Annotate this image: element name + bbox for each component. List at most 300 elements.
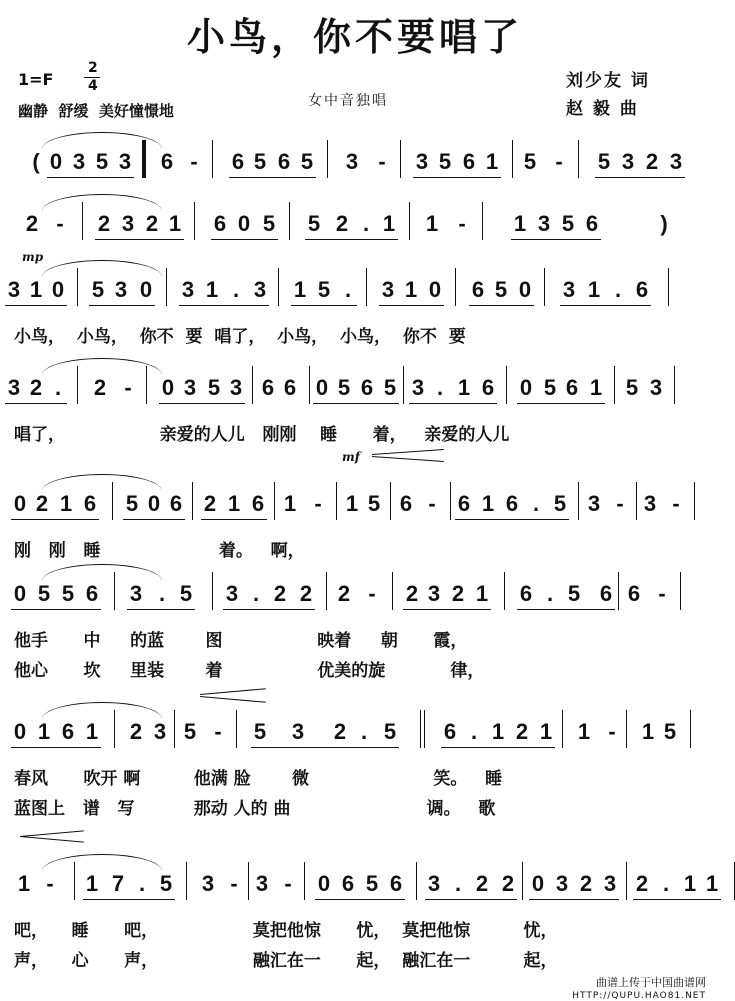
note: 6	[277, 149, 291, 174]
bar-line	[674, 366, 675, 404]
note: 1	[491, 719, 505, 744]
note: 3	[72, 149, 86, 174]
note: 3	[415, 149, 429, 174]
note: 1	[589, 375, 603, 400]
note: 5	[365, 871, 379, 896]
augmentation-dot: .	[436, 375, 444, 400]
bar-line	[186, 862, 187, 900]
augmentation-dot: .	[138, 871, 146, 896]
note: 3	[253, 277, 267, 302]
note: 5	[567, 581, 581, 606]
bar-line	[403, 366, 404, 404]
note: 1	[59, 491, 73, 516]
crescendo-hairpin-lower	[200, 696, 266, 703]
beam-underline	[517, 609, 615, 610]
note: 1	[227, 491, 241, 516]
lyrics-verse-1: 他手 中 的蓝 图 映着 朝 霞，	[14, 631, 468, 651]
note: 0	[531, 871, 545, 896]
note-row	[7, 277, 690, 314]
note: 2	[299, 581, 313, 606]
note: 1	[29, 277, 43, 302]
note: 1	[37, 719, 51, 744]
note: 5	[663, 719, 677, 744]
note: 0	[518, 277, 532, 302]
lyricist-credit: 刘少友 词	[566, 71, 650, 91]
beam-underline	[229, 177, 316, 178]
note: 6	[341, 871, 355, 896]
augmentation-dot: .	[54, 375, 62, 400]
note-extension: -	[46, 871, 54, 896]
augmentation-dot: .	[252, 581, 260, 606]
note: 6	[505, 491, 519, 516]
augmentation-dot: .	[158, 581, 166, 606]
note: 5	[438, 149, 452, 174]
beam-underline	[159, 403, 245, 404]
note: 5	[253, 719, 267, 744]
note: 5	[207, 375, 221, 400]
beam-underline	[95, 239, 184, 240]
note: 2	[35, 491, 49, 516]
note: 6	[443, 719, 457, 744]
augmentation-dot: .	[470, 719, 478, 744]
slur-mark	[42, 194, 162, 211]
note: 1	[475, 581, 489, 606]
note: 2	[97, 211, 111, 236]
note: 1	[85, 719, 99, 744]
note: 1	[683, 871, 697, 896]
beam-underline	[11, 609, 101, 610]
note: 2	[405, 581, 419, 606]
slur-mark	[42, 358, 162, 375]
slur-mark	[42, 260, 162, 277]
note-extension: -	[458, 211, 466, 236]
bar-line	[455, 268, 456, 306]
note: 0	[13, 491, 27, 516]
note: 2	[645, 149, 659, 174]
bar-line	[278, 268, 279, 306]
note-extension: -	[284, 871, 292, 896]
note: 1	[283, 491, 297, 516]
beam-underline	[5, 403, 67, 404]
bar-line	[409, 202, 410, 240]
note: 0	[315, 375, 329, 400]
note: 5	[625, 375, 639, 400]
note: 3	[7, 375, 21, 400]
note: 5	[37, 581, 51, 606]
bar-line	[420, 710, 421, 748]
bar-line	[626, 862, 627, 900]
beam-underline	[560, 305, 651, 306]
crescendo-hairpin-lower	[372, 456, 444, 462]
augmentation-dot: .	[546, 581, 554, 606]
note: 2	[29, 375, 43, 400]
beam-underline	[11, 747, 101, 748]
augmentation-dot: .	[532, 491, 540, 516]
note: 3	[427, 581, 441, 606]
bar-line	[248, 862, 249, 900]
note: 3	[181, 277, 195, 302]
note: 3	[345, 149, 359, 174]
beam-underline	[441, 747, 555, 748]
note: 6	[360, 375, 374, 400]
note: 3	[649, 375, 663, 400]
note: 6	[251, 491, 265, 516]
note: 1	[85, 871, 99, 896]
note: 1	[404, 277, 418, 302]
note: 2	[515, 719, 529, 744]
note-extension: -	[672, 491, 680, 516]
augmentation-dot: .	[614, 277, 622, 302]
bar-line	[690, 710, 691, 748]
lyrics-verse-2: 声， 心 声， 融汇在一 起， 融汇在一 起，	[14, 951, 558, 971]
note: 6	[457, 491, 471, 516]
note: 3	[603, 871, 617, 896]
beam-underline	[89, 305, 155, 306]
note: 6	[399, 491, 413, 516]
beam-underline	[469, 305, 534, 306]
note: 3	[229, 375, 243, 400]
bar-line	[506, 366, 507, 404]
bar-line	[166, 268, 167, 306]
key-signature: 1=F	[18, 70, 54, 89]
note: 0	[51, 277, 65, 302]
note: 1	[587, 277, 601, 302]
beam-underline	[529, 899, 619, 900]
time-numerator: 2	[88, 60, 98, 76]
note: 5	[383, 719, 397, 744]
note: 2	[203, 491, 217, 516]
note: 0	[519, 375, 533, 400]
note: 1	[457, 375, 471, 400]
note: 1	[513, 211, 527, 236]
beam-underline	[425, 899, 517, 900]
bar-line	[694, 482, 695, 520]
note: 6	[481, 375, 495, 400]
beam-underline	[633, 899, 721, 900]
note-row	[7, 375, 690, 412]
note: 6	[635, 277, 649, 302]
note: 5	[553, 491, 567, 516]
beam-underline	[127, 609, 195, 610]
note: 1	[205, 277, 219, 302]
note: 6	[389, 871, 403, 896]
note: 3	[114, 277, 128, 302]
beam-underline	[517, 403, 605, 404]
note: 6	[283, 375, 297, 400]
note: 5	[317, 277, 331, 302]
augmentation-dot: .	[344, 277, 352, 302]
beam-underline	[511, 239, 601, 240]
note: 3	[381, 277, 395, 302]
lyrics-verse-1: 小鸟， 小鸟， 你不 要 唱了， 小鸟， 小鸟， 你不 要	[14, 327, 466, 347]
note-extension: -	[214, 719, 222, 744]
beam-underline	[11, 519, 99, 520]
beam-underline	[179, 305, 269, 306]
note: 5	[597, 149, 611, 174]
note: 6	[599, 581, 613, 606]
note-extension: -	[378, 149, 386, 174]
note: 1	[382, 211, 396, 236]
note: 1	[641, 719, 655, 744]
note: 3	[562, 277, 576, 302]
note-extension: -	[56, 211, 64, 236]
bar-line	[614, 366, 615, 404]
bar-line	[304, 862, 305, 900]
note: 5	[61, 581, 75, 606]
beam-underline	[379, 305, 444, 306]
bar-line	[562, 710, 563, 748]
note-row	[13, 491, 690, 528]
note: 2	[145, 211, 159, 236]
beam-underline	[315, 899, 405, 900]
note-extension: -	[616, 491, 624, 516]
note: 0	[147, 491, 161, 516]
bar-line	[512, 140, 513, 178]
note-row	[13, 581, 690, 618]
performance-note: 女中音独唱	[308, 93, 388, 109]
augmentation-dot: .	[362, 211, 370, 236]
song-title: 小鸟，你不要唱了	[186, 15, 523, 59]
note: 6	[169, 491, 183, 516]
bar-line	[450, 482, 451, 520]
bar-line	[626, 710, 627, 748]
bar-line	[390, 482, 391, 520]
note: 5	[179, 581, 193, 606]
bar-line	[309, 366, 310, 404]
note: (	[32, 149, 40, 174]
note-extension: -	[658, 581, 666, 606]
note: 6	[627, 581, 641, 606]
note: 2	[337, 581, 351, 606]
augmentation-dot: .	[232, 277, 240, 302]
bar-line	[326, 572, 327, 610]
note: 6	[83, 491, 97, 516]
bar-line	[392, 572, 393, 610]
note-row	[17, 871, 719, 908]
note: 6	[160, 149, 174, 174]
footer-source: 曲谱上传于中国曲谱网	[596, 976, 706, 989]
note-extension: -	[190, 149, 198, 174]
note: 1	[481, 491, 495, 516]
bar-line	[482, 202, 483, 240]
beam-underline	[409, 403, 497, 404]
beam-underline	[403, 609, 491, 610]
bar-line	[522, 862, 523, 900]
note: 2	[273, 581, 287, 606]
note: 3	[255, 871, 269, 896]
note-row	[22, 150, 690, 186]
note: 6	[471, 277, 485, 302]
note: 5	[561, 211, 575, 236]
slur-mark	[42, 564, 162, 581]
note: 3	[121, 211, 135, 236]
beam-underline	[455, 519, 569, 520]
note: 3	[537, 211, 551, 236]
note: 6	[261, 375, 275, 400]
bar-line	[192, 482, 193, 520]
note: 3	[183, 375, 197, 400]
beam-underline	[291, 305, 357, 306]
bar-line	[680, 572, 681, 610]
note: 3	[129, 581, 143, 606]
note: 2	[579, 871, 593, 896]
note: 5	[253, 149, 267, 174]
note: 3	[669, 149, 683, 174]
note: 2	[635, 871, 649, 896]
note-extension: -	[368, 581, 376, 606]
note: 1	[577, 719, 591, 744]
note: 3	[225, 581, 239, 606]
bar-line	[578, 482, 579, 520]
beam-underline	[5, 305, 67, 306]
beam-underline	[211, 239, 278, 240]
note: 6	[85, 581, 99, 606]
note: 5	[367, 491, 381, 516]
note-extension: -	[608, 719, 616, 744]
beam-underline	[305, 239, 398, 240]
note: 0	[13, 581, 27, 606]
beam-underline	[313, 403, 399, 404]
note-row	[22, 212, 690, 248]
note: 6	[231, 149, 245, 174]
lyrics-verse-2: 他心 坎 里装 着 优美的旋 律，	[14, 661, 485, 681]
composer-credit: 赵 毅 曲	[566, 99, 639, 119]
lyrics-verse-1: 刚 刚 睡 着。 啊，	[14, 541, 305, 561]
note: 2	[451, 581, 465, 606]
beam-underline	[595, 177, 685, 178]
note: 2	[501, 871, 515, 896]
note: 1	[293, 277, 307, 302]
note: 5	[307, 211, 321, 236]
note: 5	[183, 719, 197, 744]
note: 1	[425, 211, 439, 236]
note: 5	[125, 491, 139, 516]
beam-underline	[47, 177, 134, 178]
note-extension: -	[555, 149, 563, 174]
note: 5	[262, 211, 276, 236]
note: 5	[91, 277, 105, 302]
bar-line	[274, 482, 275, 520]
note: 6	[585, 211, 599, 236]
note: 5	[523, 149, 537, 174]
augmentation-dot: .	[360, 719, 368, 744]
note: 1	[705, 871, 719, 896]
note: 6	[519, 581, 533, 606]
note-extension: -	[124, 375, 132, 400]
bar-line	[668, 268, 669, 306]
note: 1	[17, 871, 31, 896]
augmentation-dot: .	[454, 871, 462, 896]
note: 0	[317, 871, 331, 896]
bar-line	[416, 862, 417, 900]
note: 5	[95, 149, 109, 174]
decrescendo-hairpin-lower	[20, 836, 84, 843]
note: 3	[7, 277, 21, 302]
augmentation-dot: .	[662, 871, 670, 896]
note: 5	[300, 149, 314, 174]
note: 6	[213, 211, 227, 236]
bar-line	[618, 572, 619, 610]
bar-line	[544, 268, 545, 306]
note: 2	[93, 375, 107, 400]
note: 1	[345, 491, 359, 516]
note: 5	[543, 375, 557, 400]
lyrics-verse-2: 蓝图上 谱 写 那动 人的 曲 调。 歌	[14, 799, 496, 819]
note: 6	[61, 719, 75, 744]
slur-mark	[42, 474, 162, 491]
bar-line	[400, 140, 401, 178]
note: 2	[475, 871, 489, 896]
bar-line	[174, 710, 175, 748]
lyrics-verse-1: 吧， 睡 吧， 莫把他惊 忧， 莫把他惊 忧，	[14, 921, 558, 941]
note: 3	[427, 871, 441, 896]
note: 3	[153, 719, 167, 744]
note: 1	[485, 149, 499, 174]
note: 0	[139, 277, 153, 302]
bar-line	[424, 710, 425, 748]
note: 0	[161, 375, 175, 400]
note-extension: -	[428, 491, 436, 516]
note: 0	[49, 149, 63, 174]
slur-mark	[42, 702, 162, 719]
note: 3	[643, 491, 657, 516]
note: 1	[168, 211, 182, 236]
bar-line	[636, 482, 637, 520]
note: 6	[462, 149, 476, 174]
beam-underline	[251, 747, 399, 748]
note: 0	[13, 719, 27, 744]
note: 5	[494, 277, 508, 302]
note: 3	[201, 871, 215, 896]
note: 2	[129, 719, 143, 744]
crescendo-hairpin-upper	[372, 449, 444, 455]
beam-underline	[201, 519, 267, 520]
note: 3	[587, 491, 601, 516]
beam-underline	[413, 177, 501, 178]
bar-line	[366, 268, 367, 306]
slur-mark	[42, 854, 162, 871]
note: 5	[337, 375, 351, 400]
note: 5	[159, 871, 173, 896]
bar-line	[212, 572, 213, 610]
tempo-marking: 幽静 舒缓 美好憧憬地	[18, 102, 174, 120]
crescendo-hairpin-upper	[200, 688, 266, 695]
footer-url: HTTP://QUPU.HAO81.NET	[572, 991, 706, 1001]
bar-line	[578, 140, 579, 178]
dynamic-mp: mp	[22, 250, 44, 264]
note: 2	[335, 211, 349, 236]
note: 1	[539, 719, 553, 744]
note: 3	[411, 375, 425, 400]
dynamic-mf: mf	[342, 450, 360, 464]
lyrics-verse-1: 春风 吹开 啊 他满 脸 微 笑。 睡	[14, 769, 503, 789]
note: 2	[333, 719, 347, 744]
note: 2	[25, 211, 39, 236]
bar-line	[212, 140, 213, 178]
note: 6	[565, 375, 579, 400]
bar-line	[327, 140, 328, 178]
note: )	[660, 211, 668, 236]
note: 0	[237, 211, 251, 236]
bar-line	[504, 572, 505, 610]
note: 7	[111, 871, 125, 896]
bar-line	[252, 366, 253, 404]
note: 3	[291, 719, 305, 744]
bar-line	[236, 710, 237, 748]
beam-underline	[223, 609, 315, 610]
beam-underline	[83, 899, 175, 900]
bar-line	[194, 202, 195, 240]
